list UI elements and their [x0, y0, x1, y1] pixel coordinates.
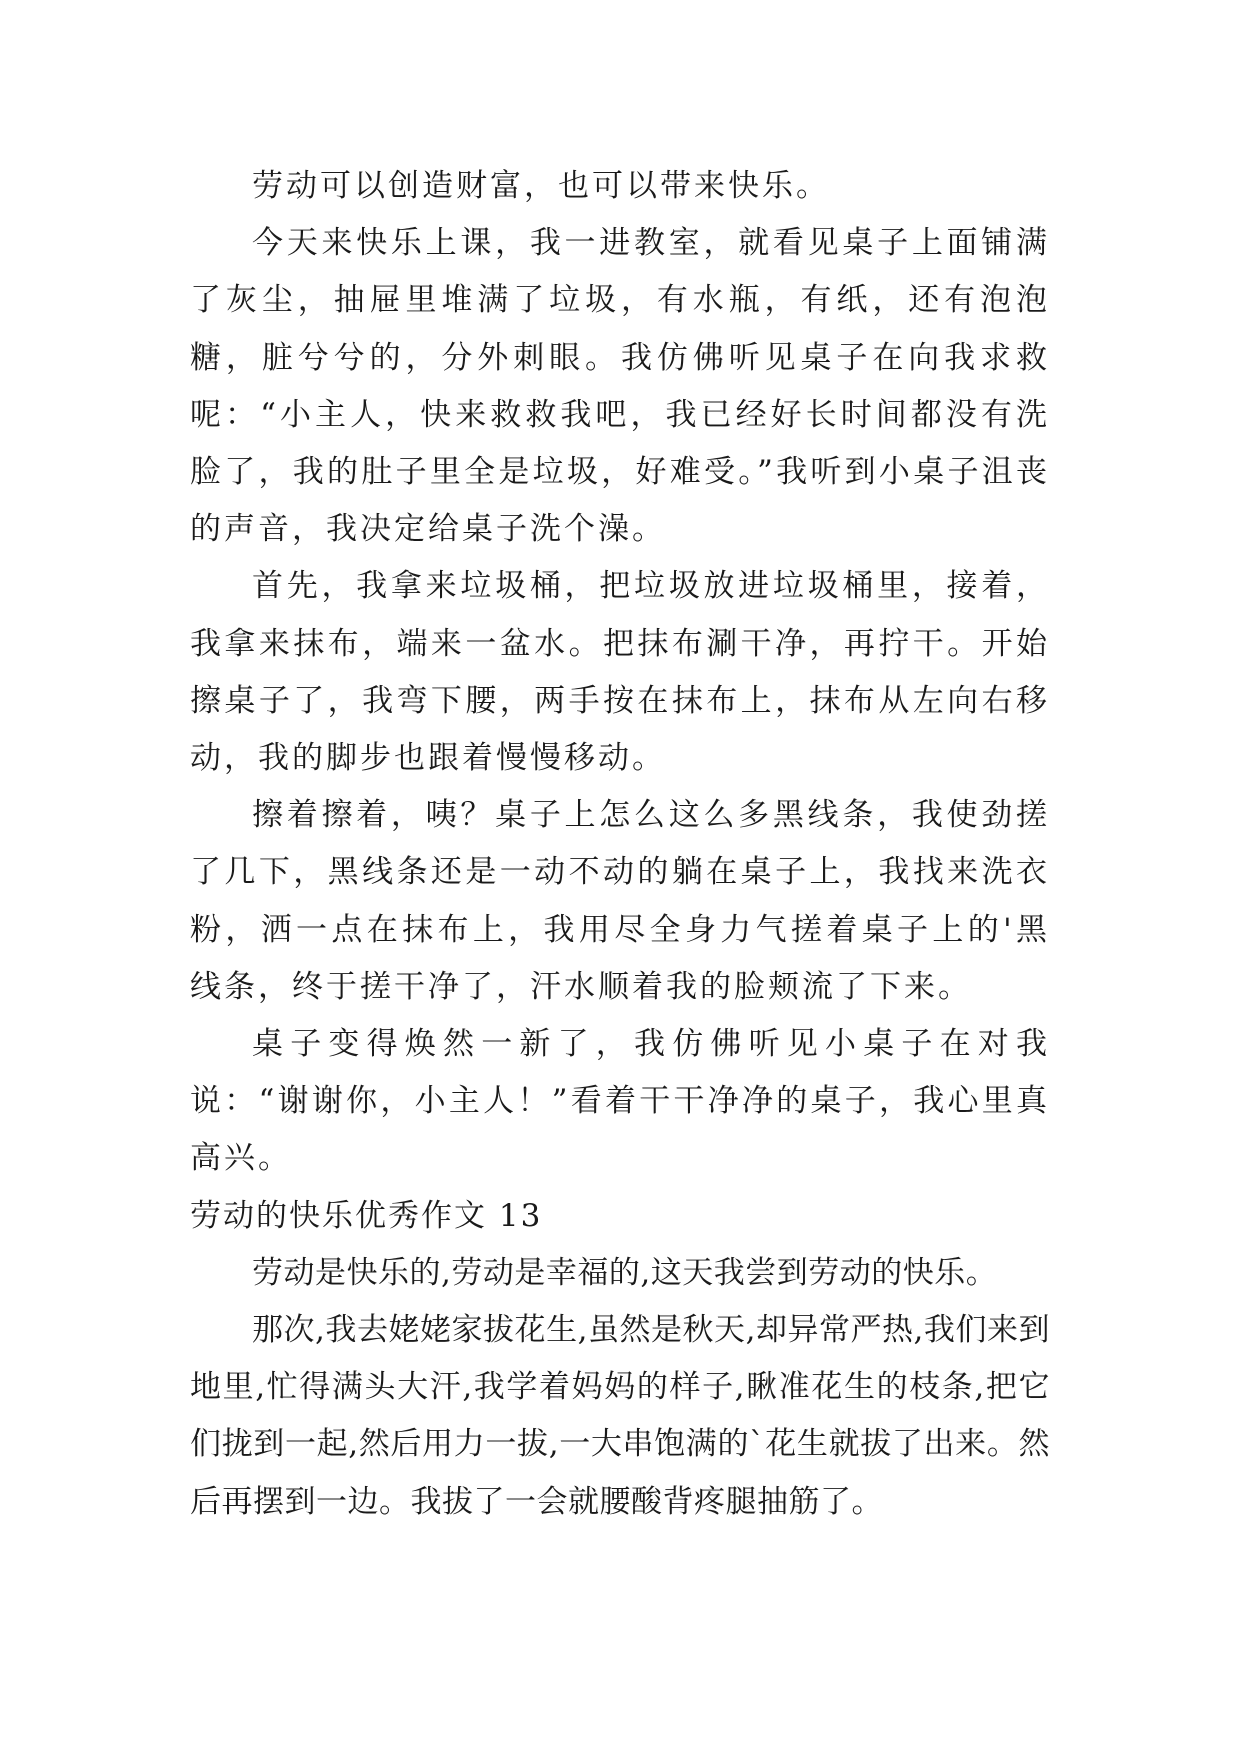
paragraph-conclusion: 桌子变得焕然一新了，我仿佛听见小桌子在对我说：“谢谢你，小主人！”看着干干净净的桌子，我心里真高兴。 [190, 1026, 1050, 1177]
paragraph-classroom: 今天来快乐上课，我一进教室，就看见桌子上面铺满了灰尘，抽屉里堆满了垃圾，有水瓶，有纸，还有泡泡糖，脏兮兮的，分外刺眼。我仿佛听见桌子在向我求救呢：“小主人，快来救救我吧，我已经好长时间都没有洗脸了，我的肚子里全是垃圾，好难受。”我听到小桌子沮丧的声音，我决定给桌子洗个澡。 [190, 225, 1050, 548]
paragraph-scrubbing: 擦着擦着，咦？桌子上怎么这么多黑线条，我使劲搓了几下，黑线条还是一动不动的躺在桌子上，我找来洗衣粉，洒一点在抹布上，我用尽全身力气搓着桌子上的'黑线条，终于搓干净了，汗水顺着我的脸颊流了下来。 [190, 797, 1050, 1005]
essay-heading: 劳动的快乐优秀作文 13 [190, 1197, 543, 1234]
document-body [190, 158, 1050, 1531]
paragraph-labor-joy: 劳动是快乐的,劳动是幸福的,这天我尝到劳动的快乐。 [252, 1254, 998, 1291]
paragraph-cleaning: 首先，我拿来垃圾桶，把垃圾放进垃圾桶里，接着，我拿来抹布，端来一盆水。把抹布涮干净，再拧干。开始擦桌子了，我弯下腰，两手按在抹布上，抹布从左向右移动，我的脚步也跟着慢慢移动。 [190, 568, 1050, 777]
paragraph-intro: 劳动可以创造财富，也可以带来快乐。 [252, 168, 830, 204]
paragraph-peanuts: 那次,我去姥姥家拔花生,虽然是秋天,却异常严热,我们来到地里,忙得满头大汗,我学着妈妈的样子,瞅准花生的枝条,把它们拢到一起,然后用力一拔,一大串饱满的`花生就拔了出来。然后再摆到一边。我拔了一会就腰酸背疼腿抽筋了。 [190, 1312, 1050, 1520]
